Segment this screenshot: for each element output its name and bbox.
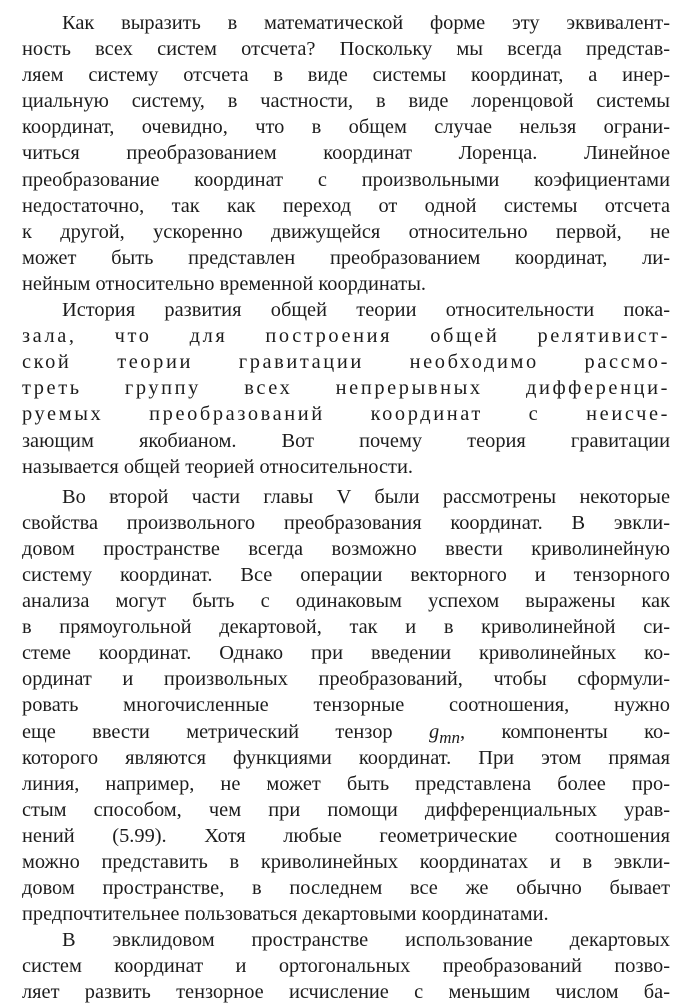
text-line: можно представить в криволинейных координатах и в эвкли- — [22, 851, 670, 873]
text-line: ординат и произвольных преобразований, чтобы сформули- — [22, 668, 670, 691]
text-line: которого являются функциями координат. При этом прямая — [22, 746, 670, 769]
text-line: систему координат. Все операции векторного и тензорного — [22, 563, 670, 586]
math-subscript: mn — [439, 727, 461, 745]
text-line: недостаточно, так как переход от одной системы отсчета — [22, 194, 670, 217]
text-line: ляем систему отсчета в виде системы координат, а инер- — [22, 64, 670, 87]
paragraph-1 — [22, 10, 670, 297]
paragraph-2 — [22, 297, 670, 480]
paragraph-4 — [22, 927, 670, 1005]
text-line: ровать многочисленные тензорные соотношения, нужно — [22, 694, 670, 717]
text-line: линия, например, не может быть представлена более про- — [22, 772, 670, 795]
text-line: стеме координат. Однако при введении криволинейных ко- — [22, 642, 670, 665]
math-symbol: g — [429, 720, 440, 743]
text-line: циальную систему, в частности, в виде лоренцовой системы — [22, 90, 670, 113]
text-line: называется общей теорией относительности. — [22, 455, 413, 478]
text-line: зала, что для построения общей релятивист- — [22, 325, 670, 348]
metric-tensor-symbol — [429, 721, 460, 743]
paragraph-3 — [22, 484, 670, 928]
text-line: История развития общей теории относительности пока- — [62, 299, 670, 322]
text-fragment: , компоненты ко- — [460, 720, 670, 743]
text-line-with-formula — [22, 719, 670, 745]
text-line: ской теории гравитации необходимо рассмо- — [22, 351, 670, 374]
book-page — [22, 10, 670, 1004]
text-line: руемых преобразований координат с неисче- — [22, 403, 670, 426]
text-line: читься преобразованием координат Лоренца. Линейное — [22, 142, 670, 165]
text-line: стым способом, чем при помощи дифференциальных урав- — [22, 798, 670, 821]
text-line: Как выразить в математической форме эту эквивалент- — [62, 12, 670, 34]
text-line: ность всех систем отсчета? Поскольку мы всегда представ- — [22, 38, 670, 61]
text-line: преобразование координат с произвольными коэфициентами — [22, 168, 670, 191]
text-line: к другой, ускоренно движущейся относительно первой, не — [22, 220, 670, 243]
text-line: В эвклидовом пространстве использование декартовых — [62, 929, 670, 952]
text-line: ляет развить тензорное исчисление с меньшим числом ба- — [22, 981, 670, 1004]
text-line: анализа могут быть с одинаковым успехом выражены как — [22, 590, 670, 613]
text-line: нейным относительно временной координаты. — [22, 272, 427, 295]
text-line: Во второй части главы V были рассмотрены некоторые — [62, 485, 670, 508]
text-line: треть группу всех непрерывных дифференци- — [22, 377, 670, 400]
text-line: координат, очевидно, что в общем случае нельзя ограни- — [22, 116, 670, 139]
text-fragment: еще ввести метрический тензор — [22, 720, 393, 743]
text-line: предпочтительнее пользоваться декартовыми координатами. — [22, 903, 549, 926]
text-line: может быть представлен преобразованием координат, ли- — [22, 246, 670, 269]
text-line: зающим якобианом. Вот почему теория гравитации — [22, 429, 670, 452]
text-line: нений (5.99). Хотя любые геометрические соотношения — [22, 824, 670, 847]
text-line: систем координат и ортогональных преобразований позво- — [22, 955, 670, 978]
text-line: в прямоугольной декартовой, так и в криволинейной си- — [22, 616, 670, 639]
text-line: свойства произвольного преобразования координат. В эвкли- — [22, 511, 670, 534]
text-line: довом пространстве всегда возможно ввести криволинейную — [22, 537, 670, 560]
text-line: довом пространстве, в последнем все же обычно бывает — [22, 877, 670, 900]
